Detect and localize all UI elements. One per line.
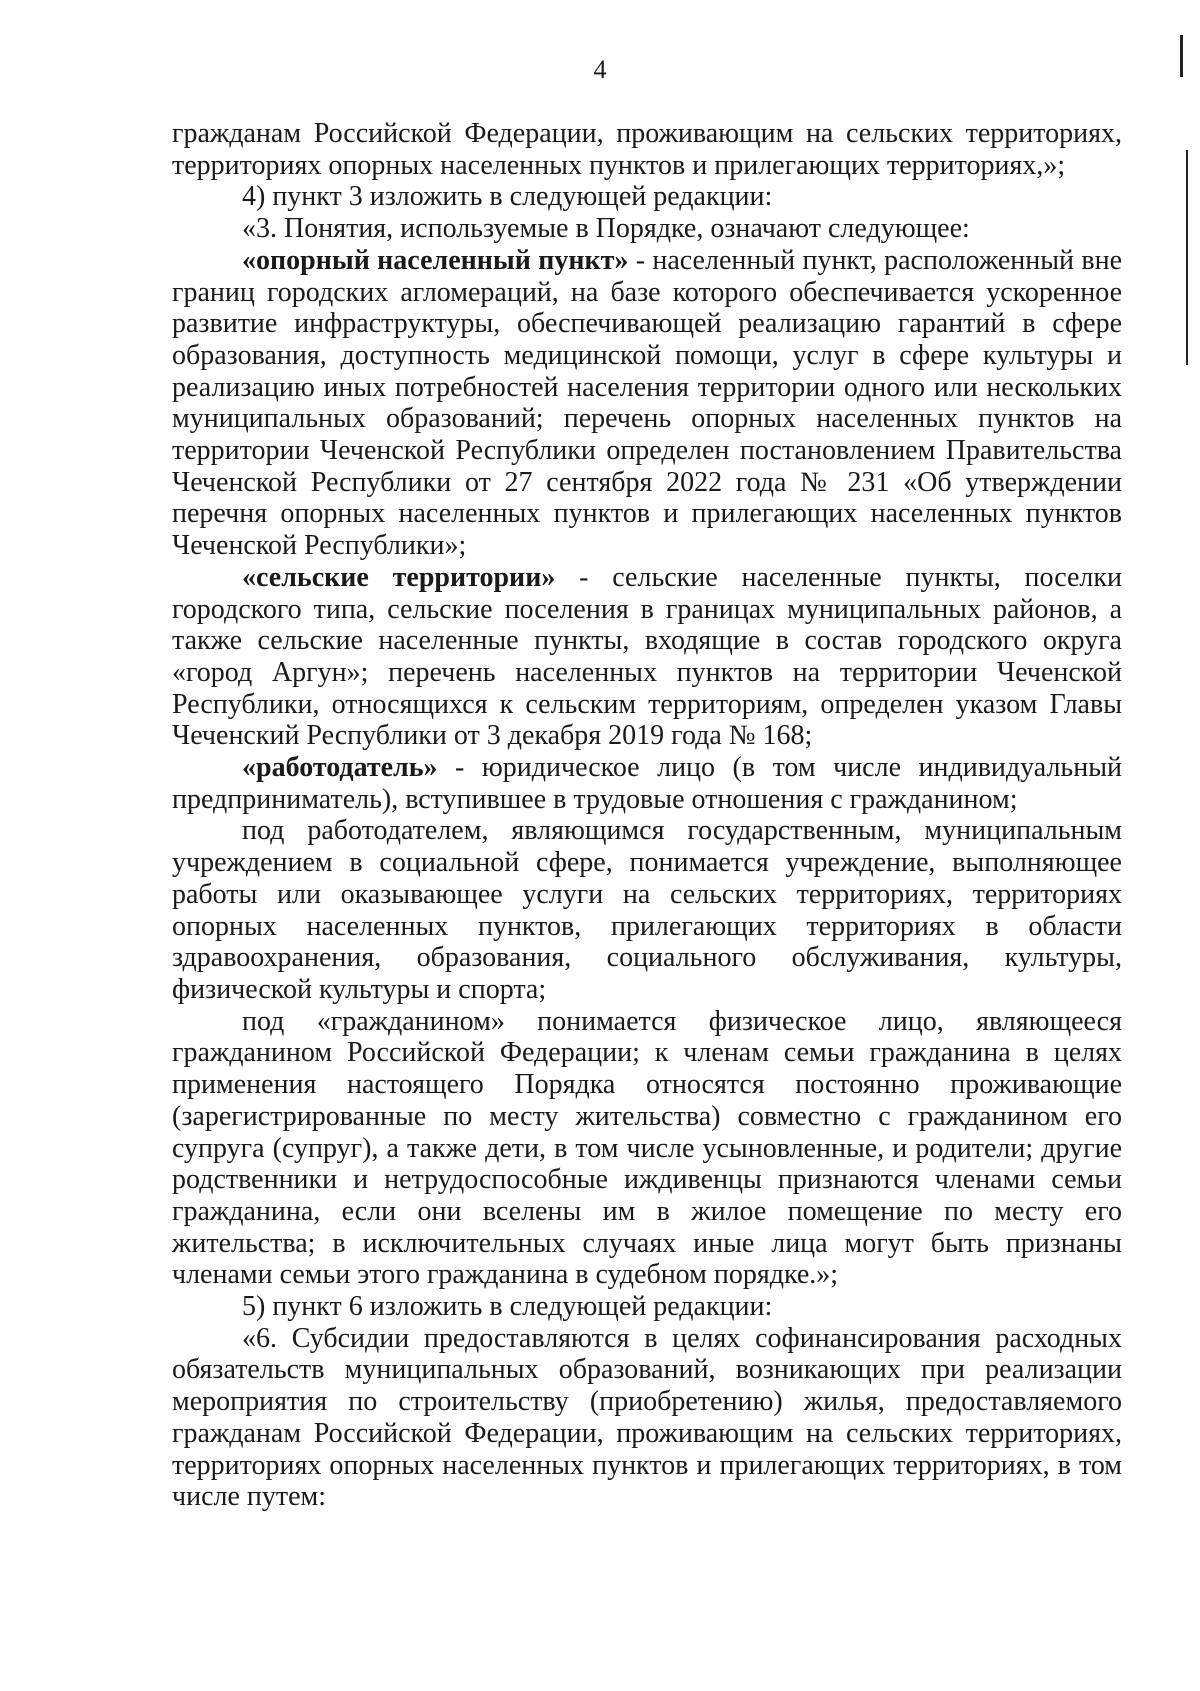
page-number: 4 xyxy=(593,55,607,84)
scan-edge-mark xyxy=(1180,35,1183,77)
defined-term: «работодатель» xyxy=(242,752,438,784)
paragraph: под «гражданином» понимается физическое лицо, являющееся гражданином Российской Федерации; к членам семьи гражданина в целях применения настоящего Порядка относятся постоянно проживающие (зарегистрированные по месту жительства) совместно с гражданином его супруга (супруг), а также дети, в том числе усыновленные, и родители; другие родственники и нетрудоспособные иждивенцы признаются членами семьи гражданина, если они вселены им в жилое помещение по месту его жительства; в исключительных случаях иные лица могут быть признаны членами семьи этого гражданина в судебном порядке.»; xyxy=(172,1005,1122,1291)
paragraph: гражданам Российской Федерации, проживающим на сельских территориях, территориях опорных населенных пунктов и прилегающих территориях,»; xyxy=(172,118,1122,181)
defined-term: «сельские территории» xyxy=(242,561,556,593)
paragraph: 4) пункт 3 изложить в следующей редакции: xyxy=(242,181,773,213)
definition-paragraph: «опорный населенный пункт» - населенный пункт, расположенный вне границ городских агломераций, на базе которого обеспечивается ускоренное развитие инфраструктуры, обеспечивающей реализацию гарантий в сфере образования, доступность медицинской помощи, услуг в сфере культуры и реализацию иных потребностей населения территории одного или нескольких муниципальных образований; перечень опорных населенных пунктов на территории Чеченской Республики определен постановлением Правительства Чеченской Республики от 27 сентября 2022 года № 231 «Об утверждении перечня опорных населенных пунктов и прилегающих населенных пунктов Чеченской Республики»; xyxy=(172,244,1122,562)
paragraph: 5) пункт 6 изложить в следующей редакции: xyxy=(242,1291,773,1323)
paragraph: «3. Понятия, используемые в Порядке, означают следующее: xyxy=(242,213,970,245)
paragraph: «6. Субсидии предоставляются в целях софинансирования расходных обязательств муниципальных образований, возникающих при реализации мероприятия по строительству (приобретению) жилья, предоставляемого гражданам Российской Федерации, проживающим на сельских территориях, территориях опорных населенных пунктов и прилегающих территориях, в том числе путем: xyxy=(172,1322,1122,1513)
scan-edge-mark xyxy=(1186,150,1188,365)
paragraph: под работодателем, являющимся государственным, муниципальным учреждением в социальной сфере, понимается учреждение, выполняющее работы или оказывающее услуги на сельских территориях, территориях опорных населенных пунктов, прилегающих территориях в области здравоохранения, образования, социального обслуживания, культуры, физической культуры и спорта; xyxy=(172,815,1122,1005)
document-body xyxy=(172,118,1122,1513)
defined-term: «опорный населенный пункт» xyxy=(242,244,629,276)
definition-paragraph: «сельские территории» - сельские населенные пункты, поселки городского типа, сельские поселения в границах муниципальных районов, а также сельские населенные пункты, входящие в состав городского округа «город Аргун»; перечень населенных пунктов на территории Чеченской Республики, относящихся к сельским территориям, определен указом Главы Чеченский Республики от 3 декабря 2019 года № 168; xyxy=(172,561,1122,752)
definition-paragraph: «работодатель» - юридическое лицо (в том числе индивидуальный предприниматель), вступившее в трудовые отношения с гражданином; xyxy=(172,752,1122,815)
